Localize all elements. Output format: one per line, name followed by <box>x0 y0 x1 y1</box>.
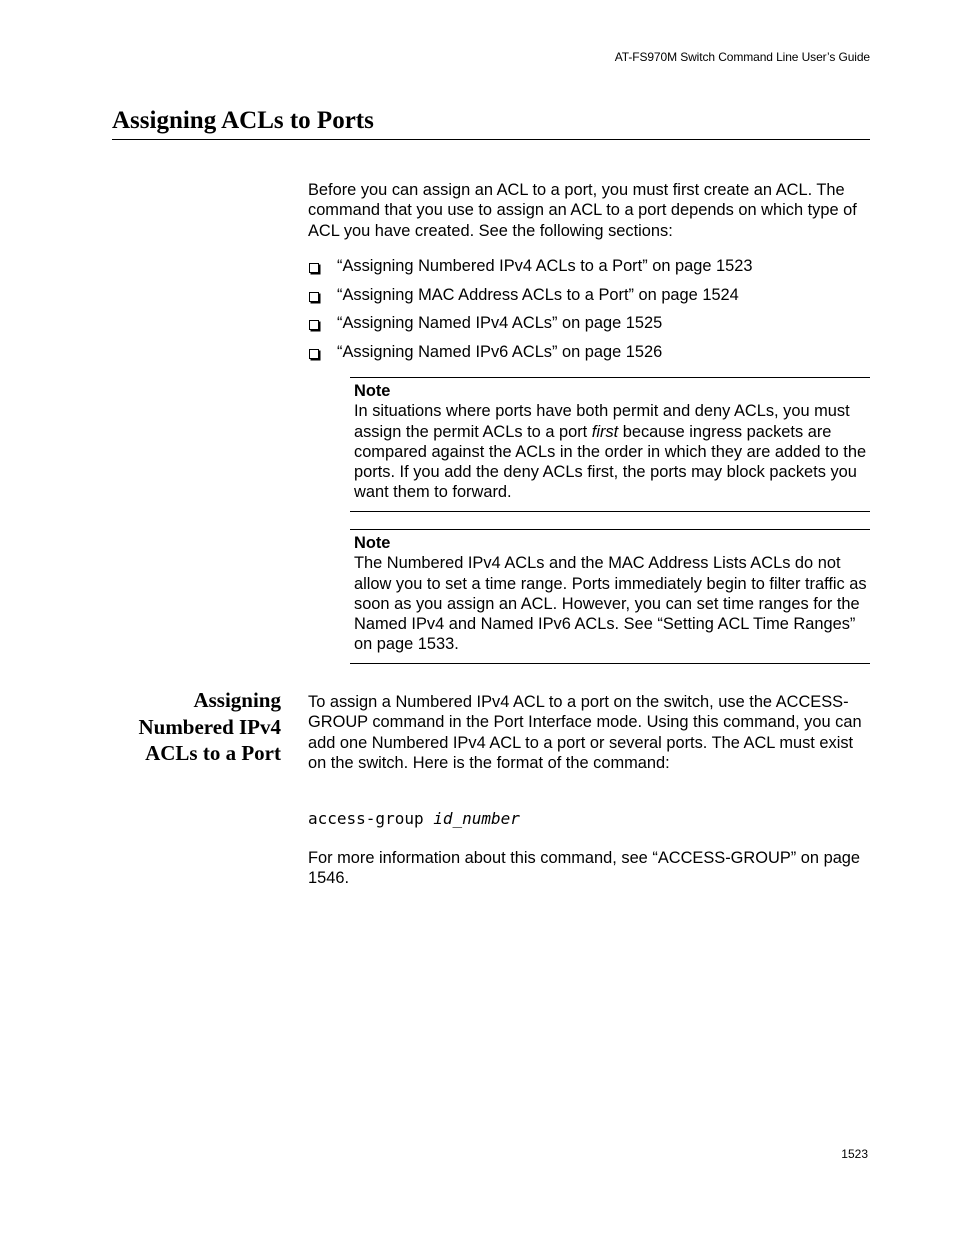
intro-paragraph: Before you can assign an ACL to a port, you must first create an ACL. The command that you use to assign an ACL to a port depends on which type of ACL you have created. See the following sections: <box>308 181 857 240</box>
note-heading: Note <box>354 382 391 400</box>
checkbox-bullet-icon <box>309 263 319 273</box>
subsection-heading-line: Numbered IPv4 <box>138 714 281 739</box>
command-syntax <box>308 809 520 829</box>
subsection-heading <box>112 687 281 767</box>
cross-reference-link[interactable]: “Assigning Numbered IPv4 ACLs to a Port” on page 1523 <box>337 257 753 275</box>
command-argument: id_number <box>433 809 520 828</box>
more-info-paragraph: For more information about this command, see “ACCESS-GROUP” on page 1546. <box>308 849 861 888</box>
list-item[interactable] <box>308 256 870 285</box>
cross-reference-list <box>308 256 870 370</box>
note-emphasis: first <box>591 422 619 441</box>
list-item[interactable] <box>308 313 870 342</box>
note-box-time-range <box>350 529 870 664</box>
checkbox-bullet-icon <box>309 292 319 302</box>
note-text-part: In situations where ports have both permit and deny ACLs, you must assign the permit ACLs to a port <box>354 402 850 441</box>
note-text: The Numbered IPv4 ACLs and the MAC Address Lists ACLs do not allow you to set a time range. Ports immediately begin to filter traffic as soon as you assign an ACL. However, you can set time ranges for the Named IPv4 and Named IPv6 ACLs. See “Setting ACL Time Ranges” on page 1533. <box>354 554 867 654</box>
title-rule <box>112 139 870 140</box>
note-text <box>354 401 870 502</box>
page-number: 1523 <box>841 1147 868 1161</box>
section-title: Assigning ACLs to Ports <box>112 107 374 134</box>
note-box-permit-order <box>350 377 870 512</box>
list-item[interactable] <box>308 342 870 371</box>
note-heading: Note <box>354 534 391 552</box>
checkbox-bullet-icon <box>309 320 319 330</box>
cross-reference-link[interactable]: “Assigning MAC Address ACLs to a Port” on page 1524 <box>337 285 739 304</box>
checkbox-bullet-icon <box>309 349 319 359</box>
command-keyword: access-group <box>308 809 424 828</box>
subsection-heading-line: ACLs to a Port <box>145 741 281 765</box>
cross-reference-link[interactable]: “Assigning Named IPv4 ACLs” on page 1525 <box>337 314 663 332</box>
cross-reference-link[interactable]: “Assigning Named IPv6 ACLs” on page 1526 <box>337 342 663 361</box>
note-text-part: because ingress packets are compared against the ACLs in the order in which they are added to the ports. If you add the deny ACLs first, the ports may block packets you want them to forward. <box>354 422 867 502</box>
subsection-heading-line: Assigning <box>193 688 281 712</box>
list-item[interactable] <box>308 285 870 314</box>
subsection-paragraph: To assign a Numbered IPv4 ACL to a port on the switch, use the ACCESS-GROUP command in the Port Interface mode. Using this command, you can add one Numbered IPv4 ACL to a port or several ports. The ACL must exist on the switch. Here is the format of the command: <box>308 693 862 772</box>
running-header: AT-FS970M Switch Command Line User’s Guide <box>614 50 870 64</box>
